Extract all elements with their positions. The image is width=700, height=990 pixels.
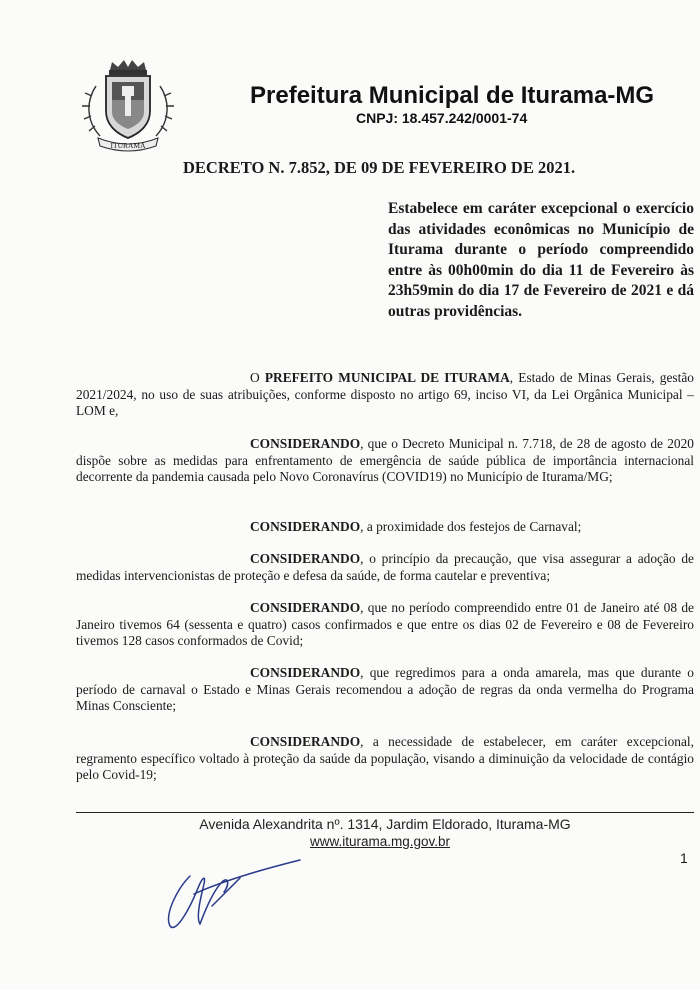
organization-title: Prefeitura Municipal de Iturama-MG: [250, 82, 655, 109]
paragraph-lead: CONSIDERANDO: [250, 600, 361, 615]
crest-ribbon-text: ITURAMA: [110, 141, 146, 150]
paragraph-lead: CONSIDERANDO: [250, 519, 361, 534]
decree-ementa: Estabelece em caráter excepcional o exercício das atividades econômicas no Município de Iturama durante o período compreendido entre às 00h00min do dia 11 de Fevereiro às 23h59min do dia 17 de Fevereiro de 2021 e dá outras providências.: [388, 200, 694, 320]
considerando-paragraph: CONSIDERANDO, que no período compreendido entre 01 de Janeiro até 08 de Janeiro tivemos 64 (sessenta e quatro) casos confirmados e que entre os dias 02 de Fevereiro e 08 de Fevereiro tivemos 128 casos conformados de Covid;: [76, 600, 694, 648]
footer-address: Avenida Alexandrita nº. 1314, Jardim Eldorado, Iturama-MG: [199, 816, 571, 832]
considerando-paragraph: CONSIDERANDO, a necessidade de estabelecer, em caráter excepcional, regramento específico voltado à proteção da saúde da população, visando a diminuição da velocidade de contágio pelo Covid-19;: [76, 734, 694, 782]
handwritten-signature-icon: [150, 848, 320, 938]
paragraph-lead: CONSIDERANDO: [250, 734, 361, 749]
footer-website-link[interactable]: www.iturama.mg.gov.br: [309, 834, 451, 849]
paragraph-lead: CONSIDERANDO: [250, 665, 361, 680]
organization-cnpj: CNPJ: 18.457.242/0001-74: [356, 110, 528, 126]
considerando-paragraph: CONSIDERANDO, a proximidade dos festejos de Carnaval;: [250, 519, 582, 534]
paragraph-lead: CONSIDERANDO: [250, 551, 361, 566]
paragraph-lead: CONSIDERANDO: [250, 436, 361, 451]
decree-title: DECRETO N. 7.852, DE 09 DE FEVEREIRO DE 2021.: [183, 158, 576, 177]
page-number: 1: [680, 850, 688, 866]
paragraph-lead: PREFEITO MUNICIPAL DE ITURAMA: [264, 370, 510, 385]
preamble-paragraph: O PREFEITO MUNICIPAL DE ITURAMA, Estado de Minas Gerais, gestão 2021/2024, no uso de suas atribuições, conforme disposto no artigo 69, inciso VI, da Lei Orgânica Municipal – LOM e,: [76, 370, 694, 418]
considerando-paragraph: CONSIDERANDO, o princípio da precaução, que visa assegurar a adoção de medidas intervencionistas de proteção e defesa da saúde, de forma cautelar e preventiva;: [76, 551, 694, 583]
considerando-paragraph: CONSIDERANDO, que regredimos para a onda amarela, mas que durante o período de carnaval o Estado e Minas Gerais recomendou a adoção de regras da onda vermelha do Programa Minas Consciente;: [76, 665, 694, 713]
considerando-paragraph: CONSIDERANDO, que o Decreto Municipal n. 7.718, de 28 de agosto de 2020 dispõe sobre as medidas para enfrentamento de emergência de saúde pública de importância internacional decorrente da pandemia causada pelo Novo Coronavírus (COVID19) no Município de Iturama/MG;: [76, 436, 694, 484]
footer-divider: [76, 812, 694, 813]
municipal-coat-of-arms-icon: [78, 56, 178, 156]
